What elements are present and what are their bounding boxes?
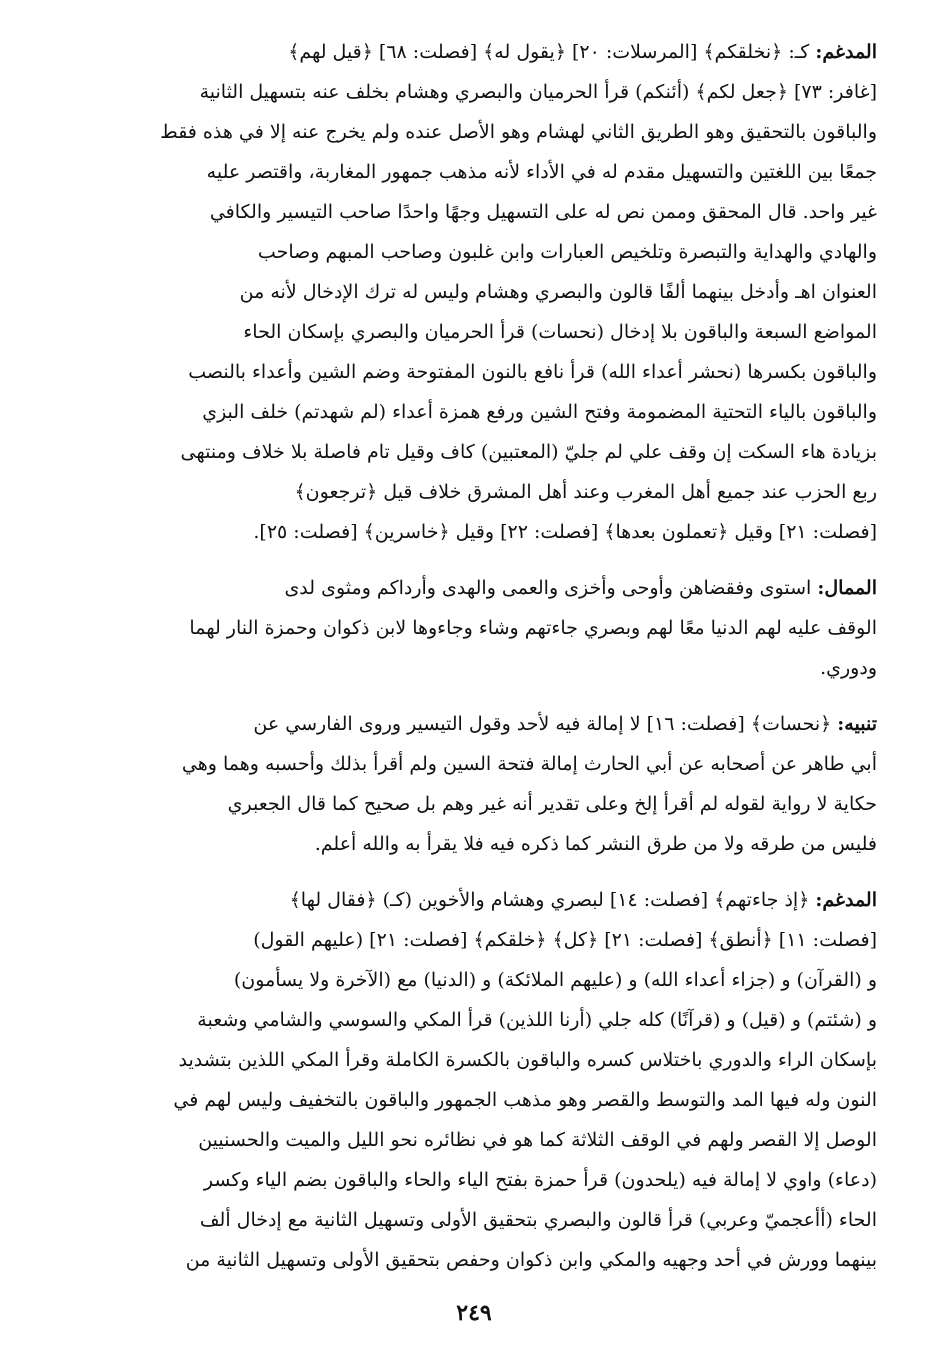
text-line: العنوان اهـ وأدخل بينهما ألفًا قالون والبصري وهشام وليس له ترك الإدخال لأنه من	[239, 281, 877, 303]
text-line: تنبيه: ﴿نحسات﴾ [فصلت: ١٦] لا إمالة فيه لأحد وقول التيسير وروى الفارسي عن	[253, 713, 877, 735]
text-line: حكاية لا رواية لقوله لم أقرأ إلخ وعلى تقدير أنه غير وهم بل صحيح كما قال الجعبري	[227, 793, 877, 815]
text-line: والهادي والهداية والتبصرة وتلخيص العبارات وابن غلبون وصاحب المبهم وصاحب	[257, 241, 877, 263]
text-line: جمعًا بين اللغتين والتسهيل مقدم له في الأداء لأنه مذهب جمهور المغاربة، واقتصر عليه	[206, 161, 877, 183]
text-line: و (شئتم) و (قيل) و (قرآنًا) كله جلي (أرنا اللذين) قرأ المكي والسوسي والشامي وشعبة	[197, 1009, 877, 1031]
paragraph	[72, 704, 877, 864]
section-label: تنبيه:	[837, 713, 877, 735]
text-line: فليس من طرقه ولا من طرق النشر كما ذكره فيه فلا يقرأ به والله أعلم.	[314, 833, 877, 855]
paragraph	[72, 880, 877, 1280]
page-body	[72, 32, 877, 1280]
text-line: و (القرآن) و (جزاء أعداء الله) و (عليهم الملائكة) و (الدنيا) مع (الآخرة ولا يسأمون)	[233, 969, 877, 991]
text-line: ربع الحزب عند جميع أهل المغرب وعند أهل المشرق خلاف قيل ﴿ترجعون﴾	[294, 481, 877, 503]
text-line: المدغم: ﴿إذ جاءتهم﴾ [فصلت: ١٤] لبصري وهشام والأخوين (كـ) ﴿فقال لها﴾	[289, 889, 877, 911]
text-line: بينهما وورش في أحد وجهيه والمكي وابن ذكوان وحفص بتحقيق الأولى وتسهيل الثانية من	[185, 1249, 877, 1271]
text-line: المدغم: كـ: ﴿نخلقكم﴾ [المرسلات: ٢٠] ﴿يقول له﴾ [فصلت: ٦٨] ﴿قيل لهم﴾	[288, 41, 877, 63]
text-line: الوصل إلا القصر ولهم في الوقف الثلاثة كما هو في نظائره نحو الليل والميت والحسنيين	[198, 1129, 877, 1151]
text-line: الممال: استوى وفقضاهن وأوحى وأخزى والعمى والهدى وأرداكم ومثوى لدى	[284, 577, 877, 599]
text-line: والباقون بالياء التحتية المضمومة وفتح الشين ورفع همزة أعداء (لم شهدتم) خلف البزي	[202, 401, 877, 423]
paragraph	[72, 32, 877, 552]
text-line: الوقف عليه لهم الدنيا معًا لهم وبصري جاءتهم وشاء وجاءوها لابن ذكوان وحمزة النار لهما	[189, 617, 877, 639]
text-line: المواضع السبعة والباقون بلا إدخال (نحسات) قرأ الحرميان والبصري بإسكان الحاء	[243, 321, 877, 343]
text-line: [فصلت: ١١] ﴿أنطق﴾ [فصلت: ٢١] ﴿كل﴾ ﴿خلقكم﴾ [فصلت: ٢١] (عليهم القول)	[253, 929, 877, 951]
text-line: بإسكان الراء والدوري باختلاس كسره والباقون بالكسرة الكاملة وقرأ المكي اللذين بتشديد	[178, 1049, 877, 1071]
text-line: والباقون بالتحقيق وهو الطريق الثاني لهشام وهو الأصل عنده ولم يخرج عنه إلا في هذه فقط	[160, 121, 877, 143]
section-label: المدغم:	[815, 41, 877, 63]
text-line: [غافر: ٧٣] ﴿جعل لكم﴾ (أئنكم) قرأ الحرميان والبصري وهشام بخلف عنه بتسهيل الثانية	[199, 81, 877, 103]
paragraph	[72, 568, 877, 688]
section-label: الممال:	[817, 577, 877, 599]
text-line: [فصلت: ٢١] وقيل ﴿تعملون بعدها﴾ [فصلت: ٢٢] وقيل ﴿خاسرين﴾ [فصلت: ٢٥].	[253, 521, 877, 543]
text-line: النون وله فيها المد والتوسط والقصر وهو مذهب الجمهور والباقون بالتخفيف وليس لهم في	[173, 1089, 877, 1111]
text-line: والباقون بكسرها (نحشر أعداء الله) قرأ نافع بالنون المفتوحة وضم الشين وأعداء بالنصب	[188, 361, 877, 383]
text-line: الحاء (أأعجميّ وعربي) قرأ قالون والبصري بتحقيق الأولى وتسهيل الثانية مع إدخال ألف	[199, 1209, 877, 1231]
page-number: ٢٤٩	[456, 1300, 492, 1326]
text-line: ودوري.	[820, 657, 877, 679]
text-line: (دعاء) واوي لا إمالة فيه (يلحدون) قرأ حمزة بفتح الياء والحاء والباقون بضم الياء وكسر	[203, 1169, 877, 1191]
text-line: أبي طاهر عن أصحابه عن أبي الحارث إمالة فتحة السين ولم أقرأ بذلك وأحسبه وهما وهي	[181, 753, 877, 775]
text-line: غير واحد. قال المحقق وممن نص له على التسهيل وجهًا واحدًا صاحب التيسير والكافي	[209, 201, 877, 223]
section-label: المدغم:	[815, 889, 877, 911]
text-line: بزيادة هاء السكت إن وقف علي لم جليّ (المعتبين) كاف وقيل تام فاصلة بلا خلاف ومنتهى	[180, 441, 877, 463]
